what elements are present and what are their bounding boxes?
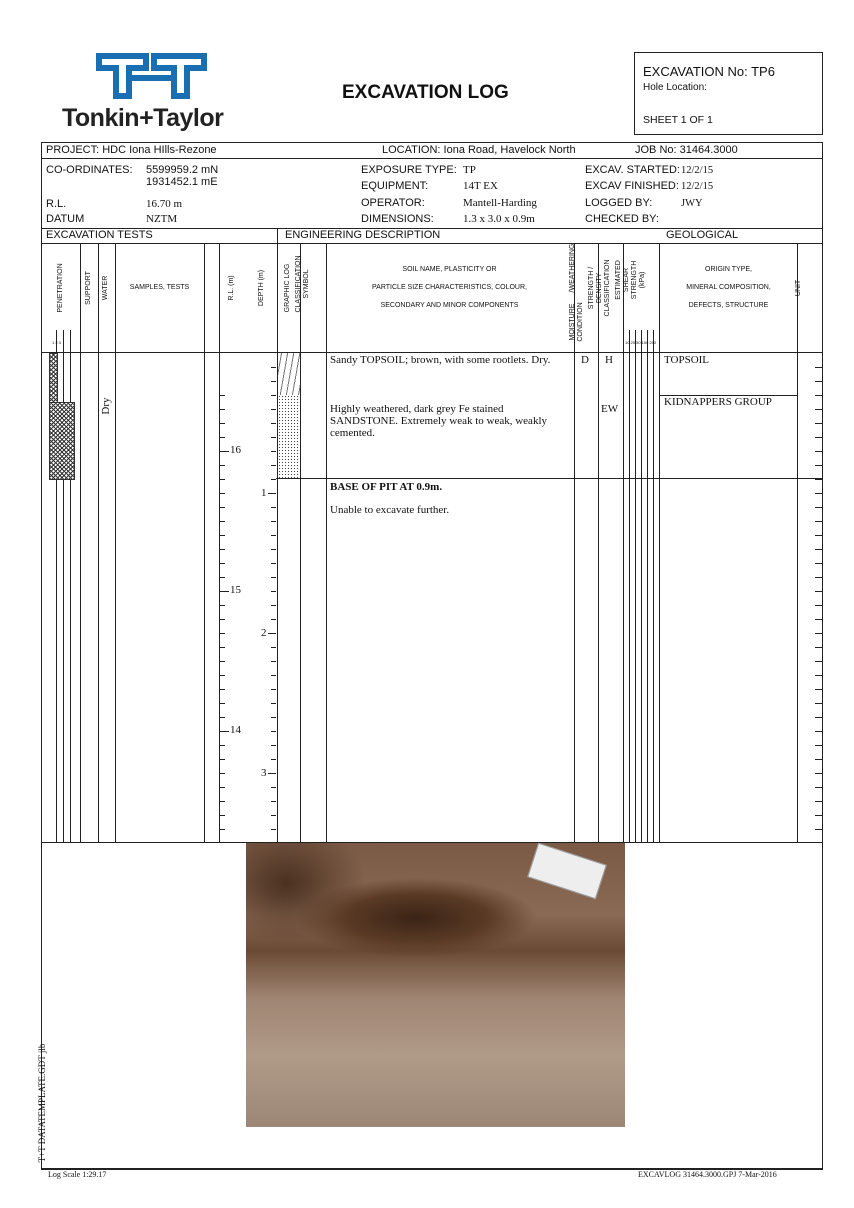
location: LOCATION: Iona Road, Havelock North [382, 144, 576, 156]
rl-tick [219, 577, 225, 578]
unit-tick [815, 647, 822, 648]
rl-tick [219, 605, 225, 606]
depth-tick [271, 815, 276, 816]
rl-label: R.L. [46, 198, 67, 210]
unit-tick [815, 507, 822, 508]
job-number: JOB No: 31464.3000 [635, 144, 738, 156]
hole-location: Hole Location: [643, 82, 707, 93]
column-divider [204, 243, 205, 842]
col-origin-1: ORIGIN TYPE, [705, 266, 752, 273]
rl-tick [219, 549, 225, 550]
checked-label: CHECKED BY: [585, 213, 659, 225]
template-id: T+T DATATEMPLATE.GDT jlb [37, 1043, 47, 1163]
column-divider [659, 243, 660, 842]
company-name: Tonkin+Taylor [62, 104, 224, 132]
rl-tick [219, 801, 225, 802]
col-shear: ESTIMATED SHEAR STRENGTH (kPa) [615, 260, 646, 300]
depth-tick [271, 577, 276, 578]
column-divider [80, 243, 81, 842]
section-tests: EXCAVATION TESTS [46, 229, 153, 241]
section-engineering: ENGINEERING DESCRIPTION [285, 229, 441, 241]
depth-tick [271, 465, 276, 466]
column-divider [326, 243, 327, 842]
depth-tick [271, 675, 276, 676]
operator-value: Mantell-Harding [463, 197, 537, 209]
depth-tick [271, 717, 276, 718]
excavation-number: EXCAVATION No: TP6 [643, 64, 775, 79]
pen-scale: 1 2 3 [52, 340, 61, 345]
depth-tick [271, 829, 276, 830]
unit-tick [815, 479, 822, 480]
penetration-bar [49, 353, 58, 404]
unit-tick [815, 409, 822, 410]
rl-tick [219, 437, 225, 438]
layer-strength: H [605, 354, 613, 366]
rl-tick [219, 465, 225, 466]
depth-tick [271, 619, 276, 620]
datum-value: NZTM [146, 213, 178, 225]
unit-tick [815, 465, 822, 466]
logged-label: LOGGED BY: [585, 197, 653, 209]
depth-tick [271, 367, 276, 368]
layer-moisture: D [581, 354, 589, 366]
rl-tick [219, 395, 225, 396]
unit-tick [815, 577, 822, 578]
coords-n: 5599959.2 mN [146, 164, 219, 176]
unit-tick [815, 801, 822, 802]
column-divider [647, 330, 648, 842]
project: PROJECT: HDC Iona HIlls-Rezone [46, 144, 217, 156]
equipment-value: 14T EX [463, 180, 498, 192]
depth-tick [271, 745, 276, 746]
rl-tick [219, 815, 225, 816]
rl-tick [219, 647, 225, 648]
unit-tick [815, 619, 822, 620]
rl-tick [219, 619, 225, 620]
depth-tick [271, 451, 276, 452]
column-divider [635, 330, 636, 842]
unit-tick [815, 367, 822, 368]
depth-tick [271, 479, 276, 480]
depth-label: 2 [261, 627, 267, 639]
col-samples: SAMPLES, TESTS [129, 284, 190, 291]
depth-tick [271, 703, 276, 704]
unit-tick [815, 675, 822, 676]
unit-tick [815, 773, 822, 774]
unit-tick [815, 563, 822, 564]
depth-tick [271, 409, 276, 410]
dimensions-label: DIMENSIONS: [361, 213, 434, 225]
unit-tick [815, 703, 822, 704]
rl-tick [219, 521, 225, 522]
depth-tick [268, 773, 276, 774]
depth-tick [268, 493, 276, 494]
rl-tick [219, 661, 225, 662]
col-graphic-log: GRAPHIC LOG [284, 263, 291, 313]
started-value: 12/2/15 [681, 165, 714, 176]
layer-description: Sandy TOPSOIL; brown, with some rootlets. Dry. [330, 354, 551, 366]
unit-tick [815, 759, 822, 760]
dimensions-value: 1.3 x 3.0 x 0.9m [463, 213, 535, 225]
rl-tick [219, 633, 225, 634]
depth-tick [271, 801, 276, 802]
column-divider [629, 330, 630, 842]
unit-tick [815, 423, 822, 424]
coords-e: 1931452.1 mE [146, 176, 218, 188]
column-divider [623, 243, 624, 842]
depth-tick [271, 759, 276, 760]
finished-value: 12/2/15 [681, 181, 714, 192]
column-divider [797, 243, 798, 842]
coords-label: CO-ORDINATES: [46, 164, 133, 176]
rl-tick [219, 773, 225, 774]
depth-tick [271, 605, 276, 606]
unit-tick [815, 689, 822, 690]
water-condition: Dry [100, 397, 112, 415]
depth-tick [271, 563, 276, 564]
col-rl: R.L. (m) [228, 275, 235, 301]
rl-tick [219, 493, 225, 494]
topsoil-graphic [278, 353, 300, 395]
unit-tick [815, 381, 822, 382]
rl-label: 16 [230, 444, 241, 456]
unit-tick [815, 829, 822, 830]
rl-tick [219, 451, 229, 452]
depth-tick [271, 535, 276, 536]
finished-label: EXCAV FINISHED: [585, 180, 679, 192]
column-divider [219, 243, 220, 842]
rl-tick [219, 409, 225, 410]
unit-tick [815, 605, 822, 606]
unit-tick [815, 535, 822, 536]
layer-geology: TOPSOIL [664, 354, 710, 366]
datum-label: DATUM [46, 213, 85, 225]
rl-tick [219, 535, 225, 536]
rl-tick [219, 829, 225, 830]
unit-tick [815, 451, 822, 452]
unit-tick [815, 521, 822, 522]
column-divider [598, 243, 599, 842]
unit-tick [815, 815, 822, 816]
layer-geology: KIDNAPPERS GROUP [664, 396, 772, 408]
rl-tick [219, 745, 225, 746]
hole-box [634, 52, 823, 135]
depth-label: 1 [261, 487, 267, 499]
layer-description: Highly weathered, dark grey Fe stained SANDSTONE. Extremely weak to weak, weakly cemented. [330, 403, 547, 439]
shear-scale: 10 25 50 100 200 [625, 340, 657, 345]
col-unit: UNIT [795, 279, 802, 297]
rl-label: 15 [230, 584, 241, 596]
rl-tick [219, 563, 225, 564]
rl-tick [219, 731, 229, 732]
column-divider [277, 228, 278, 842]
col-soil-2: PARTICLE SIZE CHARACTERISTICS, COLOUR, [372, 284, 527, 291]
section-geological: GEOLOGICAL [666, 229, 739, 241]
rl-tick [219, 759, 225, 760]
started-label: EXCAV. STARTED: [585, 164, 680, 176]
exposure-label: EXPOSURE TYPE: [361, 164, 457, 176]
col-soil-1: SOIL NAME, PLASTICITY OR [402, 266, 497, 273]
rl-tick [219, 787, 225, 788]
unit-tick [815, 661, 822, 662]
file-reference: EXCAVLOG 31464.3000.GPJ 7-Mar-2016 [638, 1170, 777, 1179]
log-scale: Log Scale 1:29.17 [48, 1170, 107, 1179]
column-divider [98, 243, 99, 842]
rl-tick [219, 591, 229, 592]
operator-label: OPERATOR: [361, 197, 425, 209]
rl-tick [219, 507, 225, 508]
sandstone-graphic [278, 395, 300, 478]
unit-tick [815, 787, 822, 788]
col-weathering: /WEATHERING [569, 243, 576, 293]
tt-logo-icon [96, 52, 208, 102]
unit-tick [815, 549, 822, 550]
rl-tick [219, 689, 225, 690]
sheet-number: SHEET 1 OF 1 [643, 114, 713, 126]
base-of-pit: BASE OF PIT AT 0.9m. [330, 481, 443, 493]
depth-tick [271, 689, 276, 690]
base-note: Unable to excavate further. [330, 504, 450, 516]
unit-tick [815, 591, 822, 592]
depth-tick [271, 549, 276, 550]
rl-tick [219, 717, 225, 718]
depth-tick [271, 395, 276, 396]
column-divider [653, 330, 654, 842]
col-soil-3: SECONDARY AND MINOR COMPONENTS [380, 302, 519, 309]
column-divider [641, 330, 642, 842]
rl-label: 14 [230, 724, 241, 736]
unit-tick [815, 633, 822, 634]
page-title: EXCAVATION LOG [342, 82, 509, 103]
excavation-photo [246, 843, 625, 1127]
depth-tick [271, 423, 276, 424]
col-depth: DEPTH (m) [258, 269, 265, 307]
depth-tick [271, 437, 276, 438]
unit-tick [815, 493, 822, 494]
col-penetration: PENETRATION [57, 263, 64, 313]
unit-tick [815, 717, 822, 718]
depth-tick [271, 507, 276, 508]
exposure-value: TP [463, 164, 476, 176]
unit-tick [815, 731, 822, 732]
rl-tick [219, 703, 225, 704]
penetration-bar [49, 402, 75, 480]
col-support: SUPPORT [85, 271, 92, 305]
rl-value: 16.70 m [146, 198, 183, 210]
unit-tick [815, 437, 822, 438]
depth-tick [268, 633, 276, 634]
col-origin-2: MINERAL COMPOSITION, [686, 284, 771, 291]
unit-tick [815, 395, 822, 396]
depth-tick [271, 661, 276, 662]
logged-value: JWY [681, 198, 703, 209]
layer-strength: EW [601, 403, 619, 415]
col-moisture: MOISTURE CONDITION [569, 302, 584, 342]
rl-tick [219, 675, 225, 676]
col-water: WATER [102, 275, 109, 301]
col-classification: CLASSIFICATION SYMBOL [295, 255, 310, 313]
notebook-in-photo [527, 843, 607, 899]
depth-tick [271, 521, 276, 522]
depth-tick [271, 381, 276, 382]
equipment-label: EQUIPMENT: [361, 180, 429, 192]
col-strength: STRENGTH / DENSITY CLASSIFICATION [588, 259, 611, 317]
column-divider [115, 243, 116, 842]
depth-tick [271, 647, 276, 648]
rl-tick [219, 479, 225, 480]
depth-tick [271, 787, 276, 788]
rl-tick [219, 423, 225, 424]
depth-tick [271, 731, 276, 732]
column-divider [300, 243, 301, 842]
depth-tick [271, 591, 276, 592]
col-origin-3: DEFECTS, STRUCTURE [688, 302, 769, 309]
depth-label: 3 [261, 767, 267, 779]
unit-tick [815, 745, 822, 746]
